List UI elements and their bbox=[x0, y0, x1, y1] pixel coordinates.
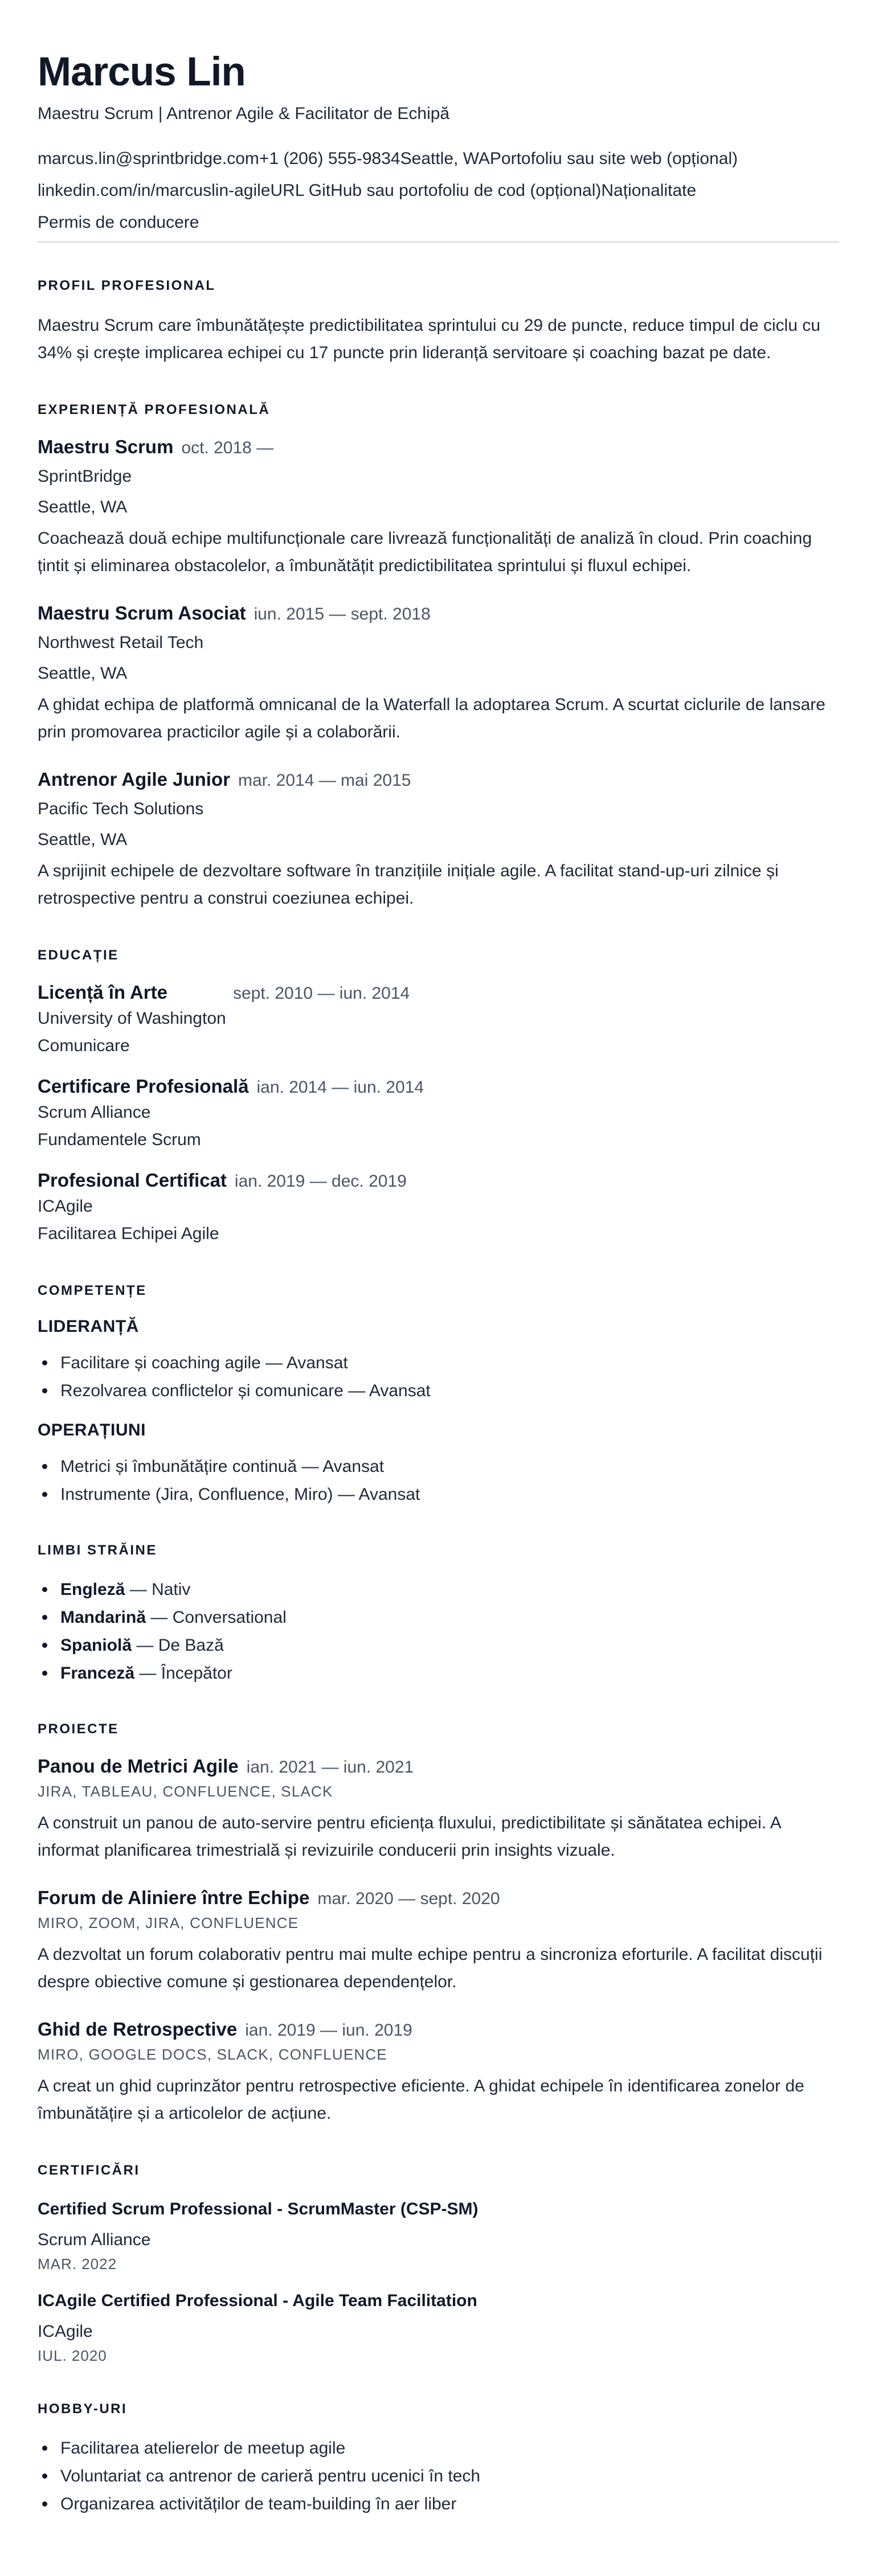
project-description: A creat un ghid cuprinzător pentru retrospective eficiente. A ghidat echipele în identificarea zonelor de îmbunătățire și a articolelor de acțiune. bbox=[38, 2076, 804, 2123]
education-title-row bbox=[38, 982, 839, 1003]
skill-category bbox=[38, 1317, 839, 1404]
skill-item: Rezolvarea conflictelor și comunicare — Avansat bbox=[38, 1378, 839, 1404]
project-item bbox=[38, 1887, 839, 1996]
contact-row-2 bbox=[38, 178, 839, 203]
certification-issuer: ICAgile bbox=[38, 2322, 93, 2341]
project-title: Panou de Metrici Agile bbox=[38, 1755, 239, 1777]
job-item bbox=[38, 769, 839, 912]
education-school: Scrum Alliance bbox=[38, 1102, 151, 1122]
job-item bbox=[38, 602, 839, 746]
certification-item bbox=[38, 2288, 839, 2366]
contact-location: Seattle, WA bbox=[400, 149, 490, 168]
education-field: Comunicare bbox=[38, 1036, 130, 1056]
language-level: Începător bbox=[161, 1663, 232, 1683]
language-level: De Bază bbox=[158, 1635, 224, 1655]
language-level: Conversational bbox=[172, 1607, 287, 1627]
project-dates: ian. 2019 — iun. 2019 bbox=[245, 2020, 412, 2040]
hobby-item: Organizarea activităților de team-building în aer liber bbox=[38, 2491, 839, 2517]
section-languages bbox=[38, 1543, 839, 1686]
job-dates: iun. 2015 — sept. 2018 bbox=[253, 604, 431, 624]
hobby-list bbox=[38, 2435, 839, 2517]
hobby-item: Facilitarea atelierelor de meetup agile bbox=[38, 2435, 839, 2461]
language-separator: — bbox=[139, 1663, 157, 1683]
certifications-heading: CERTIFICĂRI bbox=[38, 2162, 140, 2178]
job-company: Pacific Tech Solutions bbox=[38, 799, 204, 818]
contact-row-1 bbox=[38, 146, 839, 171]
job-title: Maestru Scrum Asociat bbox=[38, 602, 246, 624]
skill-list bbox=[38, 1350, 839, 1404]
language-level: Nativ bbox=[152, 1580, 191, 1599]
project-dates: mar. 2020 — sept. 2020 bbox=[317, 1889, 500, 1908]
job-description: Coachează două echipe multifuncționale care livrează funcționalități de analiză în cloud. Prin coaching țintit și eliminarea obstacolelor, a îmbunătățit predictibilitatea sprintului și fluxul echipei. bbox=[38, 528, 812, 575]
education-field: Facilitarea Echipei Agile bbox=[38, 1224, 219, 1244]
education-item bbox=[38, 982, 839, 1060]
languages-heading: LIMBI STRĂINE bbox=[38, 1542, 157, 1558]
project-title: Ghid de Retrospective bbox=[38, 2018, 238, 2040]
project-title-row bbox=[38, 2019, 839, 2040]
skill-item: Instrumente (Jira, Confluence, Miro) — Avansat bbox=[38, 1482, 839, 1507]
education-title-row bbox=[38, 1076, 839, 1097]
language-list bbox=[38, 1577, 839, 1686]
skills-heading: COMPETENȚE bbox=[38, 1282, 147, 1298]
person-name: Marcus Lin bbox=[38, 50, 246, 95]
job-dates: oct. 2018 — bbox=[181, 438, 274, 457]
language-name: Mandarină bbox=[60, 1607, 146, 1627]
job-company: SprintBridge bbox=[38, 466, 132, 486]
contact-github-placeholder: URL GitHub sau portofoliu de cod (opțional) bbox=[270, 181, 602, 200]
education-school: ICAgile bbox=[38, 1196, 93, 1216]
job-description: A ghidat echipa de platformă omnicanal de la Waterfall la adoptarea Scrum. A scurtat ciclurile de lansare prin promovarea practicilor agile și a colaborării. bbox=[38, 695, 825, 741]
education-dates: sept. 2010 — iun. 2014 bbox=[233, 983, 410, 1003]
profile-heading: PROFIL PROFESIONAL bbox=[38, 277, 216, 293]
contact-nationality-placeholder: Naționalitate bbox=[601, 181, 697, 200]
job-title: Maestru Scrum bbox=[38, 436, 174, 457]
contact-linkedin: linkedin.com/in/marcuslin-agile bbox=[38, 181, 271, 200]
contact-portfolio-placeholder: Portofoliu sau site web (opțional) bbox=[489, 149, 738, 168]
project-title-row bbox=[38, 1755, 839, 1777]
section-skills bbox=[38, 1283, 839, 1507]
education-heading: EDUCAȚIE bbox=[38, 947, 119, 963]
projects-heading: PROIECTE bbox=[38, 1721, 119, 1737]
skill-category bbox=[38, 1421, 839, 1507]
language-name: Spaniolă bbox=[60, 1635, 132, 1655]
certification-title: Certified Scrum Professional - ScrumMaster (CSP-SM) bbox=[38, 2199, 479, 2218]
project-stack: JIRA, TABLEAU, CONFLUENCE, SLACK bbox=[38, 1782, 333, 1800]
skill-category-name: LIDERANȚĂ bbox=[38, 1316, 139, 1336]
language-item bbox=[38, 1605, 839, 1630]
section-education bbox=[38, 947, 839, 1248]
profile-summary: Maestru Scrum care îmbunătățește predictibilitatea sprintului cu 29 de puncte, reduce timpul de ciclu cu 34% și crește implicarea echipei cu 17 puncte prin lideranță servitoare și coaching bazat pe date. bbox=[38, 315, 821, 362]
certification-date: MAR. 2022 bbox=[38, 2255, 117, 2273]
education-dates: ian. 2019 — dec. 2019 bbox=[234, 1171, 407, 1191]
job-title-row bbox=[38, 602, 839, 624]
experience-heading: EXPERIENȚĂ PROFESIONALĂ bbox=[38, 401, 271, 417]
project-stack: MIRO, GOOGLE DOCS, SLACK, CONFLUENCE bbox=[38, 2045, 387, 2063]
person-job-title: Maestru Scrum | Antrenor Agile & Facilitator de Echipă bbox=[38, 104, 450, 123]
education-item bbox=[38, 1076, 839, 1154]
section-profile bbox=[38, 278, 839, 367]
section-certifications bbox=[38, 2163, 839, 2366]
job-location: Seattle, WA bbox=[38, 830, 128, 849]
language-item bbox=[38, 1660, 839, 1686]
language-name: Franceză bbox=[60, 1663, 135, 1683]
resume-header bbox=[38, 49, 839, 243]
job-dates: mar. 2014 — mai 2015 bbox=[238, 770, 411, 790]
project-dates: ian. 2021 — iun. 2021 bbox=[246, 1757, 414, 1777]
project-item bbox=[38, 1755, 839, 1864]
certification-date: IUL. 2020 bbox=[38, 2347, 107, 2365]
job-location: Seattle, WA bbox=[38, 497, 128, 516]
project-description: A dezvoltat un forum colaborativ pentru mai multe echipe pentru a sincroniza eforturile. A facilitat discuții despre obiective comune și gestionarea dependențelor. bbox=[38, 1945, 823, 1991]
education-school: University of Washington bbox=[38, 1008, 226, 1028]
project-stack: MIRO, ZOOM, JIRA, CONFLUENCE bbox=[38, 1914, 299, 1931]
language-item bbox=[38, 1632, 839, 1658]
education-item bbox=[38, 1170, 839, 1248]
section-hobbies bbox=[38, 2401, 839, 2517]
job-title-row bbox=[38, 436, 839, 458]
job-item bbox=[38, 436, 839, 580]
education-degree: Profesional Certificat bbox=[38, 1169, 227, 1191]
job-location: Seattle, WA bbox=[38, 663, 128, 683]
contact-phone: +1 (206) 555-9834 bbox=[259, 149, 400, 168]
skill-item: Metrici și îmbunătățire continuă — Avansat bbox=[38, 1454, 839, 1479]
language-item bbox=[38, 1577, 839, 1602]
contact-driving-license-placeholder: Permis de conducere bbox=[38, 212, 199, 232]
education-degree: Licență în Arte bbox=[38, 981, 167, 1003]
contact-row-3 bbox=[38, 210, 839, 235]
contact-info bbox=[38, 146, 839, 235]
certification-title: ICAgile Certified Professional - Agile Team Facilitation bbox=[38, 2291, 477, 2310]
hobbies-heading: HOBBY-URI bbox=[38, 2401, 128, 2417]
job-description: A sprijinit echipele de dezvoltare software în tranzițiile inițiale agile. A facilitat stand-up-uri zilnice și retrospective pentru a construi coeziunea echipei. bbox=[38, 861, 779, 908]
education-dates: ian. 2014 — iun. 2014 bbox=[256, 1077, 424, 1097]
project-item bbox=[38, 2019, 839, 2127]
section-projects bbox=[38, 1721, 839, 2127]
certification-item bbox=[38, 2197, 839, 2275]
language-separator: — bbox=[150, 1607, 168, 1627]
hobby-item: Voluntariat ca antrenor de carieră pentru ucenici în tech bbox=[38, 2463, 839, 2489]
contact-email: marcus.lin@sprintbridge.com bbox=[38, 149, 259, 168]
project-description: A construit un panou de auto-servire pentru eficiența fluxului, predictibilitate și sănătatea echipei. A informat planificarea trimestrială și revizuirile conducerii prin insights vizuale. bbox=[38, 1813, 781, 1860]
certification-issuer: Scrum Alliance bbox=[38, 2230, 151, 2250]
job-title: Antrenor Agile Junior bbox=[38, 768, 230, 790]
job-title-row bbox=[38, 769, 839, 790]
language-name: Engleză bbox=[60, 1580, 125, 1599]
education-field: Fundamentele Scrum bbox=[38, 1130, 201, 1150]
project-title: Forum de Aliniere între Echipe bbox=[38, 1886, 310, 1908]
education-degree: Certificare Profesională bbox=[38, 1075, 249, 1097]
skill-item: Facilitare și coaching agile — Avansat bbox=[38, 1350, 839, 1376]
header-divider bbox=[38, 241, 839, 243]
education-title-row bbox=[38, 1170, 839, 1191]
language-separator: — bbox=[136, 1635, 154, 1655]
section-experience bbox=[38, 402, 839, 912]
job-company: Northwest Retail Tech bbox=[38, 633, 204, 652]
skill-category-name: OPERAȚIUNI bbox=[38, 1420, 146, 1439]
skill-list bbox=[38, 1454, 839, 1507]
project-title-row bbox=[38, 1887, 839, 1909]
language-separator: — bbox=[129, 1580, 147, 1599]
